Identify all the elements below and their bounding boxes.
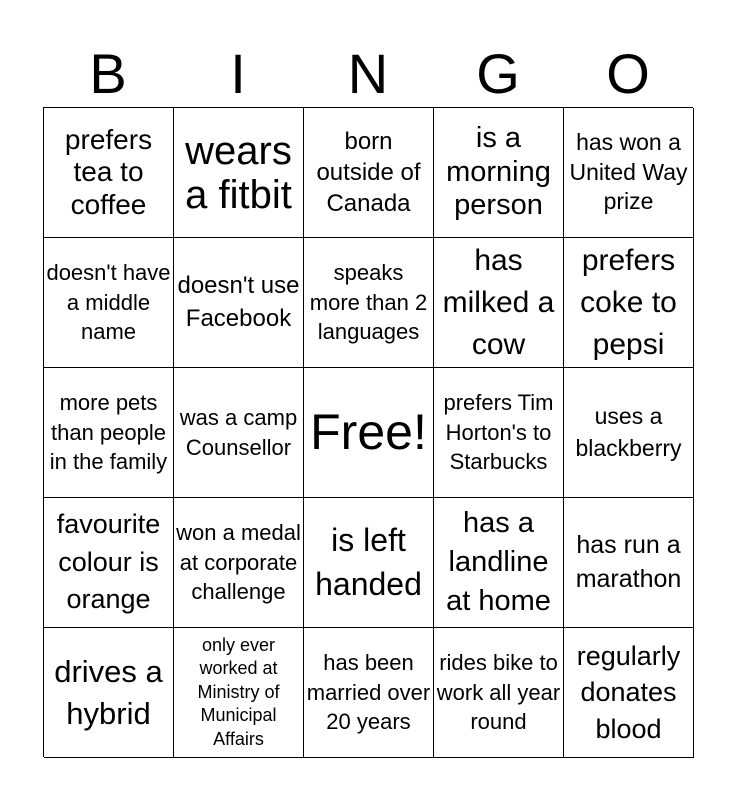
cell-text: drives a hybrid	[54, 653, 163, 731]
cell-text: doesn't use Facebook	[177, 272, 300, 332]
bingo-cell[interactable]	[434, 628, 564, 758]
cell-text: has milked a cow	[442, 243, 555, 361]
bingo-cell[interactable]	[564, 628, 694, 758]
header-letter-g: G	[476, 42, 520, 105]
cell-text: rides bike to work all year round	[436, 649, 561, 735]
bingo-cell[interactable]	[44, 498, 174, 628]
bingo-cell[interactable]	[174, 368, 304, 498]
bingo-cell[interactable]	[174, 628, 304, 758]
cell-text: born outside of Canada	[316, 127, 421, 218]
bingo-cell[interactable]	[304, 238, 434, 368]
cell-text: was a camp Counsellor	[179, 404, 298, 460]
bingo-cell[interactable]	[434, 498, 564, 628]
header-letter-n: N	[347, 42, 389, 105]
bingo-cell[interactable]	[44, 368, 174, 498]
cell-text: prefers Tim Horton's to Starbucks	[443, 389, 554, 475]
cell-text: has a landline at home	[446, 506, 551, 618]
bingo-cell[interactable]	[44, 108, 174, 238]
bingo-cell[interactable]	[564, 108, 694, 238]
free-space-text: Free!	[310, 403, 427, 460]
cell-text: doesn't have a middle name	[46, 259, 171, 345]
bingo-cell[interactable]	[434, 108, 564, 238]
bingo-cell[interactable]	[564, 368, 694, 498]
cell-text: has run a marathon	[575, 530, 682, 593]
cell-text: won a medal at corporate challenge	[176, 519, 301, 605]
bingo-cell[interactable]	[434, 368, 564, 498]
bingo-cell[interactable]	[44, 238, 174, 368]
cell-text: has been married over 20 years	[306, 649, 431, 735]
cell-text: more pets than people in the family	[49, 389, 168, 475]
bingo-cell[interactable]	[304, 628, 434, 758]
header-letter-o: O	[606, 42, 650, 105]
cell-text: wears a fitbit	[185, 128, 292, 217]
bingo-cell[interactable]	[564, 498, 694, 628]
cell-text: speaks more than 2 languages	[309, 259, 428, 345]
header-letter-i: I	[230, 42, 246, 105]
bingo-board	[43, 107, 693, 757]
cell-text: uses a blackberry	[575, 403, 682, 461]
bingo-cell[interactable]	[434, 238, 564, 368]
cell-text: prefers coke to pepsi	[580, 243, 677, 361]
header-letter-b: B	[89, 42, 127, 105]
bingo-header	[43, 40, 693, 108]
cell-text: is a morning person	[446, 122, 551, 222]
bingo-cell[interactable]	[304, 498, 434, 628]
bingo-cell[interactable]	[564, 238, 694, 368]
bingo-cell[interactable]	[44, 628, 174, 758]
cell-text: has won a United Way prize	[569, 128, 688, 215]
cell-text: only ever worked at Ministry of Municipal Affairs	[197, 635, 280, 749]
free-space[interactable]	[304, 368, 434, 498]
cell-text: favourite colour is orange	[56, 508, 161, 615]
cell-text: regularly donates blood	[576, 640, 681, 744]
bingo-cell[interactable]	[174, 498, 304, 628]
bingo-cell[interactable]	[174, 108, 304, 238]
cell-text: prefers tea to coffee	[64, 124, 153, 220]
bingo-cell[interactable]	[174, 238, 304, 368]
bingo-cell[interactable]	[304, 108, 434, 238]
cell-text: is left handed	[315, 522, 422, 602]
